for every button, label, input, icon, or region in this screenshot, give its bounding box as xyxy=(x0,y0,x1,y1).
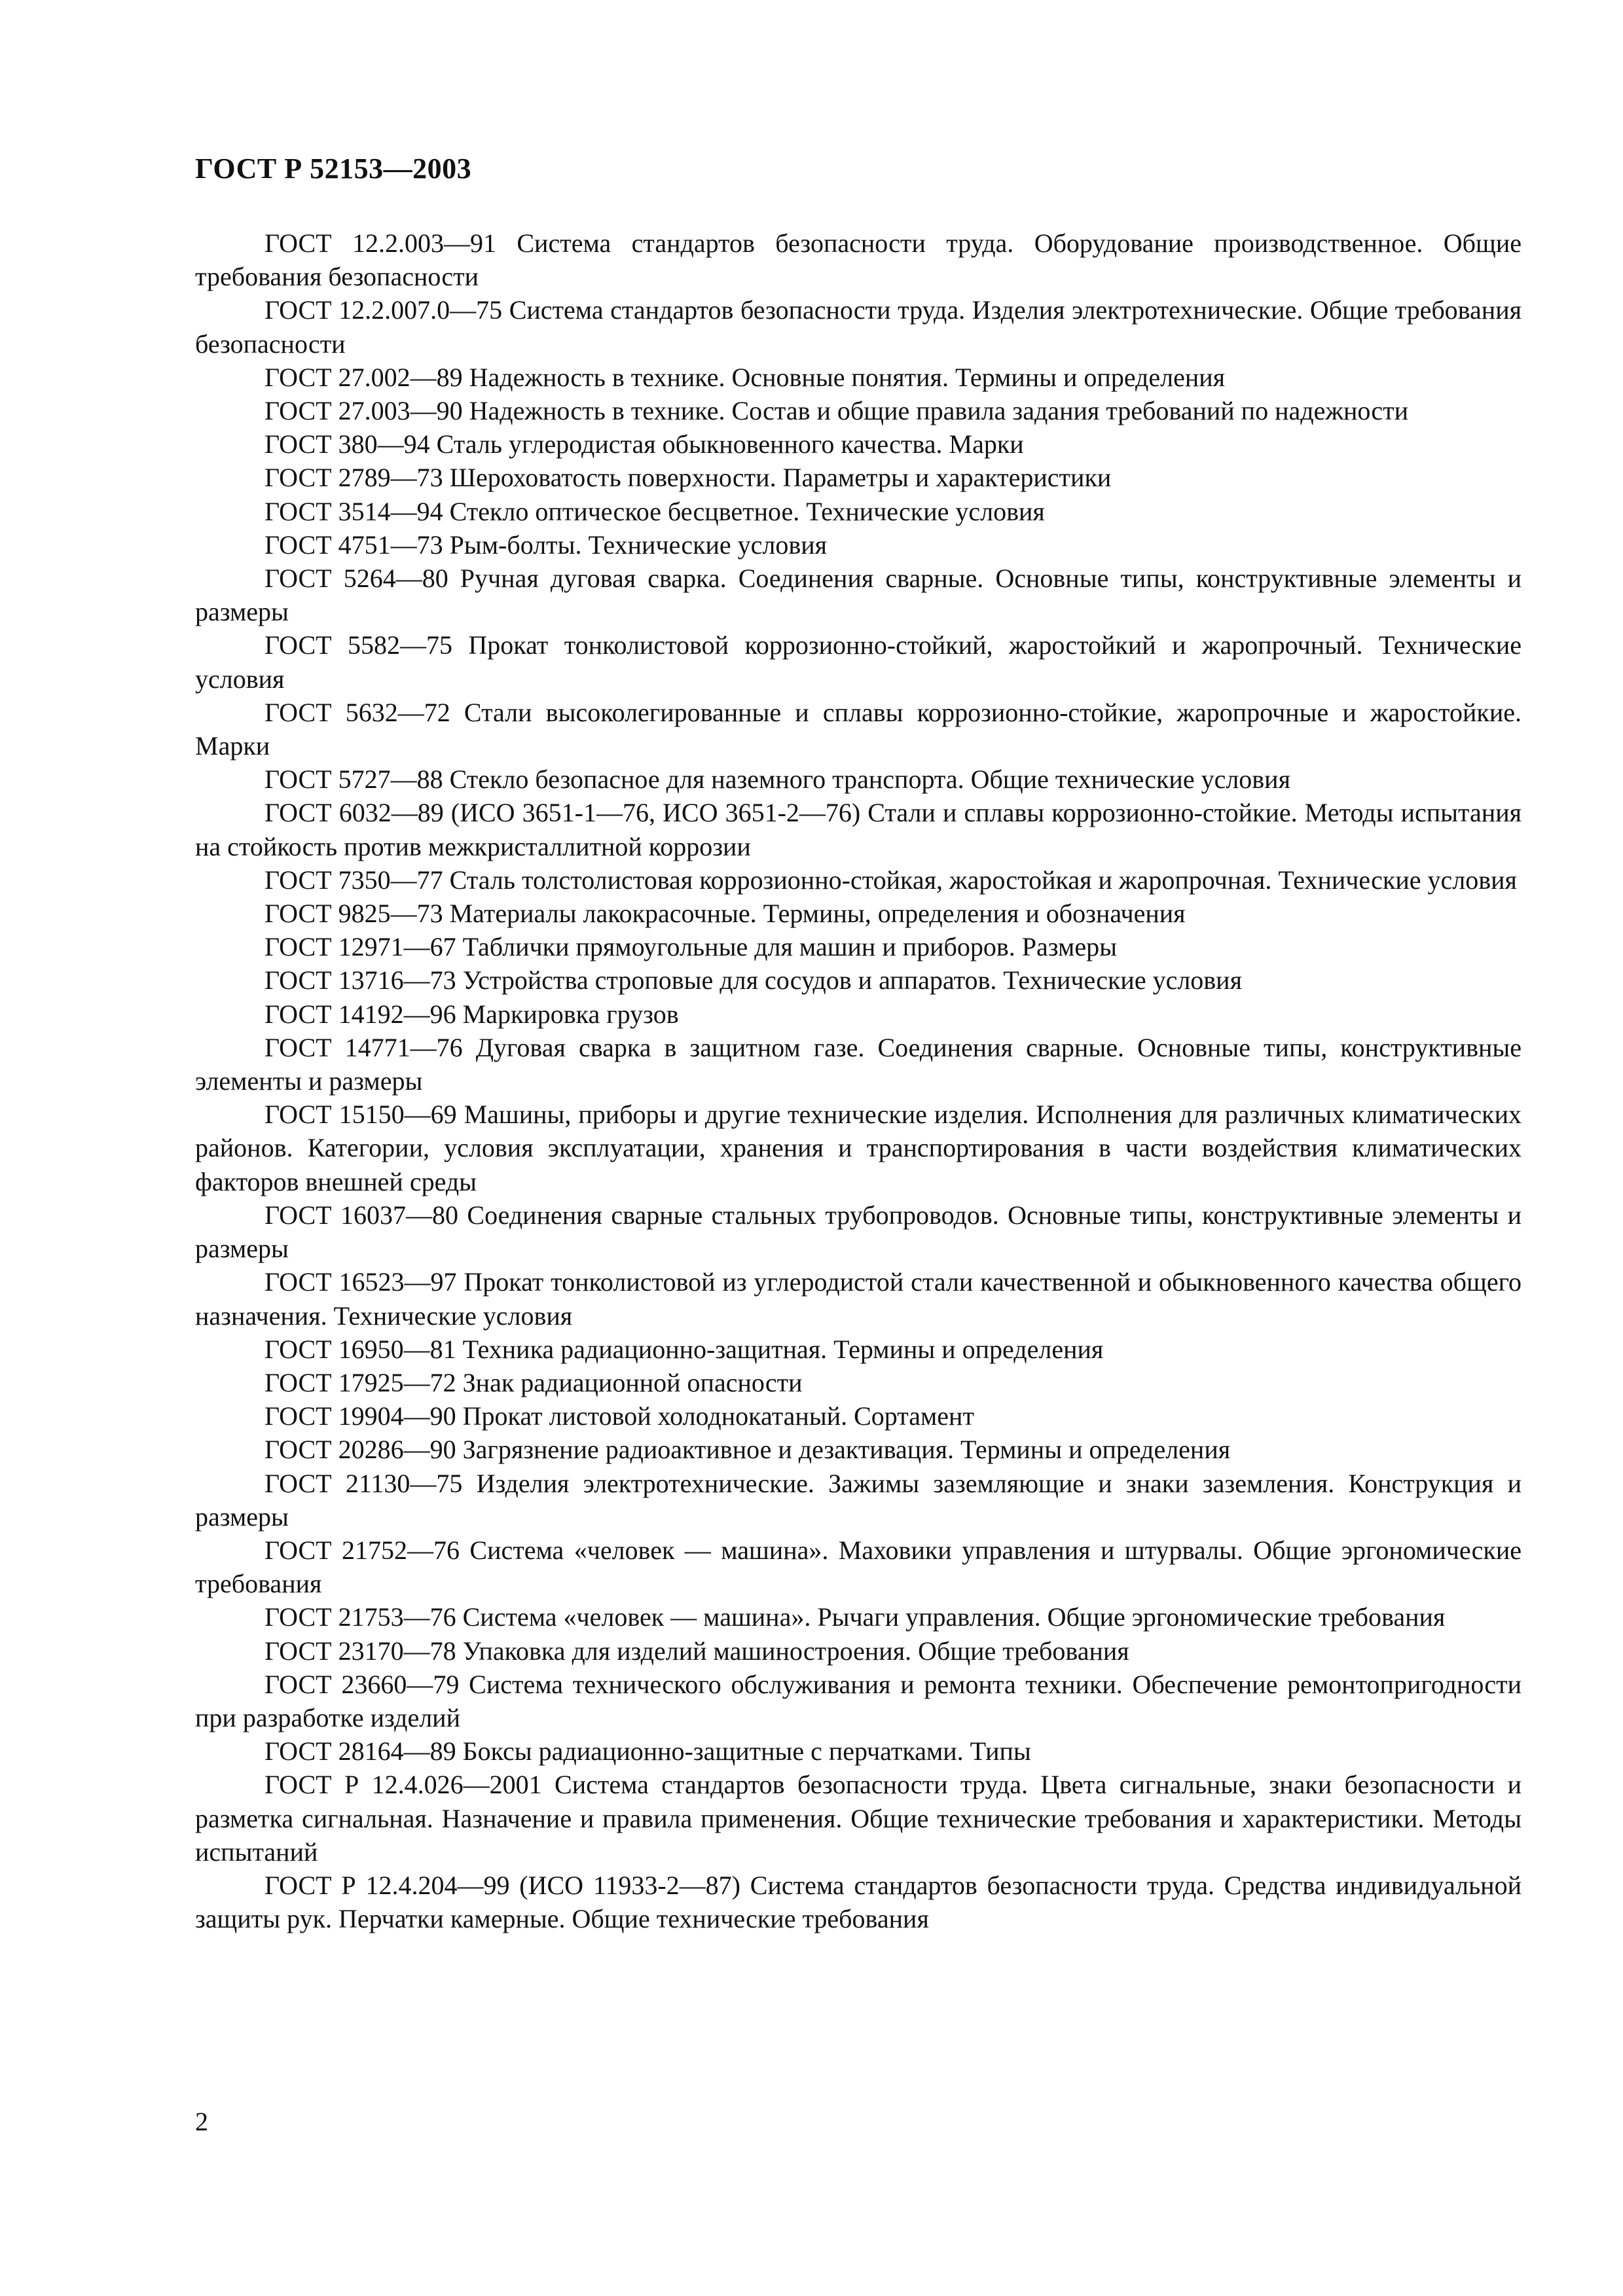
reference-item: ГОСТ 12.2.007.0—75 Система стандартов безопасности труда. Изделия электротехнические. Общие требования безопасности xyxy=(195,295,1522,359)
reference-item: ГОСТ 16950—81 Техника радиационно-защитная. Термины и определения xyxy=(264,1334,1104,1364)
reference-item: ГОСТ 20286—90 Загрязнение радиоактивное и дезактивация. Термины и определения xyxy=(264,1435,1231,1465)
reference-item: ГОСТ 5264—80 Ручная дуговая сварка. Соединения сварные. Основные типы, конструктивные элементы и размеры xyxy=(195,564,1522,627)
reference-item: ГОСТ 15150—69 Машины, приборы и другие технические изделия. Исполнения для различных климатических районов. Категории, условия эксплуатации, хранения и транспортирования в части воздействия климатических факторов внешней среды xyxy=(195,1100,1522,1196)
reference-item: ГОСТ 16037—80 Соединения сварные стальных трубопроводов. Основные типы, конструктивные элементы и размеры xyxy=(195,1200,1522,1264)
normative-references-list xyxy=(195,226,1522,1935)
reference-item: ГОСТ 21130—75 Изделия электротехнические. Зажимы заземляющие и знаки заземления. Конструкция и размеры xyxy=(195,1468,1522,1532)
reference-item: ГОСТ 12971—67 Таблички прямоугольные для машин и приборов. Размеры xyxy=(264,932,1117,962)
reference-item: ГОСТ 14771—76 Дуговая сварка в защитном газе. Соединения сварные. Основные типы, конструктивные элементы и размеры xyxy=(195,1032,1522,1096)
reference-item: ГОСТ 27.002—89 Надежность в технике. Основные понятия. Термины и определения xyxy=(264,362,1226,392)
reference-item: ГОСТ 14192—96 Маркировка грузов xyxy=(264,999,679,1029)
reference-item: ГОСТ 13716—73 Устройства строповые для сосудов и аппаратов. Технические условия xyxy=(264,965,1242,996)
reference-item: ГОСТ Р 12.4.026—2001 Система стандартов безопасности труда. Цвета сигнальные, знаки безопасности и разметка сигнальная. Назначение и правила применения. Общие технические требования и характеристики. Методы испытаний xyxy=(195,1770,1522,1867)
page-number: 2 xyxy=(195,2107,208,2136)
reference-item: ГОСТ 23170—78 Упаковка для изделий машиностроения. Общие требования xyxy=(264,1636,1129,1666)
reference-item: ГОСТ 28164—89 Боксы радиационно-защитные с перчатками. Типы xyxy=(264,1736,1031,1767)
reference-item: ГОСТ 6032—89 (ИСО 3651-1—76, ИСО 3651-2—76) Стали и сплавы коррозионно-стойкие. Методы испытания на стойкость против межкристаллитной коррозии xyxy=(195,798,1522,861)
reference-item: ГОСТ 17925—72 Знак радиационной опасности xyxy=(264,1367,803,1397)
reference-item: ГОСТ 16523—97 Прокат тонколистовой из углеродистой стали качественной и обыкновенного качества общего назначения. Технические условия xyxy=(195,1267,1522,1331)
reference-item: ГОСТ 12.2.003—91 Система стандартов безопасности труда. Оборудование производственное. Общие требования безопасности xyxy=(195,228,1522,292)
reference-item: ГОСТ 9825—73 Материалы лакокрасочные. Термины, определения и обозначения xyxy=(264,899,1186,929)
reference-item: ГОСТ 21752—76 Система «человек — машина». Маховики управления и штурвалы. Общие эргономические требования xyxy=(195,1535,1522,1599)
reference-item: ГОСТ 7350—77 Сталь толстолистовая коррозионно-стойкая, жаростойкая и жаропрочная. Технические условия xyxy=(264,865,1517,895)
document-header: ГОСТ Р 52153—2003 xyxy=(195,152,472,185)
reference-item: ГОСТ 5632—72 Стали высоколегированные и сплавы коррозионно-стойкие, жаропрочные и жаростойкие. Марки xyxy=(195,697,1522,761)
reference-item: ГОСТ 380—94 Сталь углеродистая обыкновенного качества. Марки xyxy=(264,429,1024,459)
reference-item: ГОСТ 21753—76 Система «человек — машина». Рычаги управления. Общие эргономические требования xyxy=(264,1602,1446,1632)
reference-item: ГОСТ Р 12.4.204—99 (ИСО 11933-2—87) Система стандартов безопасности труда. Средства индивидуальной защиты рук. Перчатки камерные. Общие технические требования xyxy=(195,1870,1522,1934)
reference-item: ГОСТ 3514—94 Стекло оптическое бесцветное. Технические условия xyxy=(264,496,1045,526)
reference-item: ГОСТ 23660—79 Система технического обслуживания и ремонта техники. Обеспечение ремонтопригодности при разработке изделий xyxy=(195,1669,1522,1732)
reference-item: ГОСТ 19904—90 Прокат листовой холоднокатаный. Сортамент xyxy=(264,1401,974,1431)
reference-item: ГОСТ 4751—73 Рым-болты. Технические условия xyxy=(264,529,828,560)
reference-item: ГОСТ 5582—75 Прокат тонколистовой коррозионно-стойкий, жаростойкий и жаропрочный. Технические условия xyxy=(195,630,1522,694)
reference-item: ГОСТ 5727—88 Стекло безопасное для наземного транспорта. Общие технические условия xyxy=(264,764,1290,795)
reference-item: ГОСТ 27.003—90 Надежность в технике. Состав и общие правила задания требований по надежности xyxy=(264,396,1409,426)
reference-item: ГОСТ 2789—73 Шероховатость поверхности. Параметры и характеристики xyxy=(264,463,1112,493)
